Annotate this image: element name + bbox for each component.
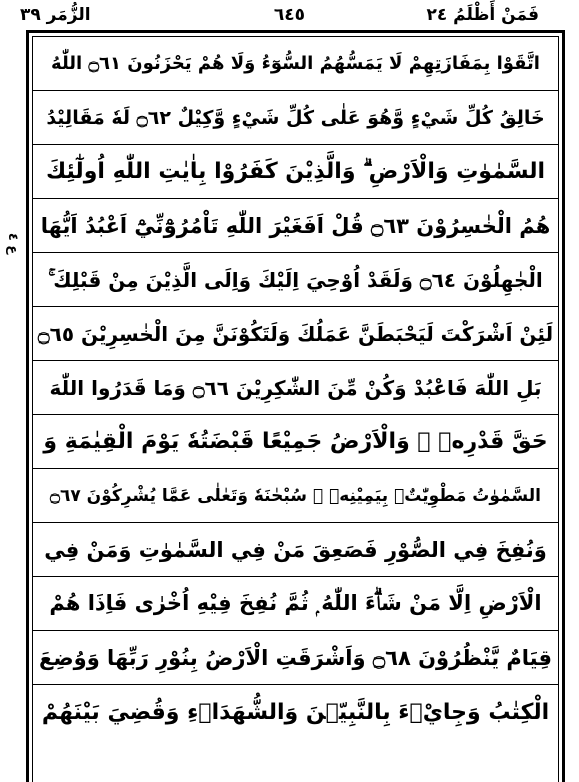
verse-line [33,523,558,577]
verse-line [33,91,558,145]
verse-line [33,685,558,739]
verse-line [33,145,558,199]
verse-line-text: الْاَرْضِ اِلَّا مَنْ شَاۗءَ اللّٰهُ ۭ ثُمَّ نُفِخَ فِيْهِ اُخْرٰى فَاِذَا هُمْ [49,591,542,615]
verse-line [33,307,558,361]
page-header [0,0,579,32]
verse-line-text: لَئِنْ اَشْرَكْتَ لَيَحْبَطَنَّ عَمَلُكَ وَلَتَكُوْنَنَّ مِنَ الْخٰسِرِيْنَ ۝٦٥ [37,321,554,346]
verse-line [33,415,558,469]
verse-line [33,361,558,415]
verse-line [33,199,558,253]
verse-line [33,37,558,91]
verse-line-text: وَنُفِخَ فِي الصُّوْرِ فَصَعِقَ مَنْ فِي السَّمٰوٰتِ وَمَنْ فِي [44,537,547,562]
verse-line [33,631,558,685]
ruku-marker-text: ع ٤ [5,232,21,254]
verse-line [33,253,558,307]
verse-line-text: السَّمٰوٰتِ وَالْاَرْضِ ۗ وَالَّذِيْنَ كَفَرُوْا بِاٰيٰتِ اللّٰهِ اُولٰٓئِكَ [45,159,546,184]
verse-line-text: حَقَّ قَدْرِهٖ ۖ وَالْاَرْضُ جَمِيْعًا قَبْضَتُهٗ يَوْمَ الْقِيٰمَةِ وَ [43,429,548,454]
page-number: ٦٤٥ [273,5,306,25]
verse-line-text: السَّمٰوٰتُ مَطْوِيّٰتٌۢ بِيَمِيْنِهٖ ۭ سُبْحٰنَهٗ وَتَعٰلٰى عَمَّا يُشْرِكُوْنَ ۝٦٧ [50,486,541,506]
verse-line-text: الْكِتٰبُ وَجِايْۗءَ بِالنَّبِيّٖنَ وَالشُّهَدَاۗءِ وَقُضِيَ بَيْنَهُمْ [41,699,550,725]
verse-line-text: هُمُ الْخٰسِرُوْنَ ۝٦٣ قُلْ اَفَغَيْرَ اللّٰهِ تَاْمُرُوْٓنِّيْٓ اَعْبُدُ اَيُّهَا [40,213,551,238]
ruku-marker [2,198,24,288]
verse-line-text: اتَّقَوْا بِمَفَازَتِهِمْ لَا يَمَسُّهُمُ السُّوٓءُ وَلَا هُمْ يَحْزَنُونَ ۝٦١ اللّٰهُ [51,53,540,74]
verse-line-text: قِيَامٌ يَّنْظُرُوْنَ ۝٦٨ وَاَشْرَقَتِ الْاَرْضُ بِنُوْرِ رَبِّهَا وَوُضِعَ [39,645,552,670]
text-frame [26,30,565,782]
surah-name: الزُّمَر ٣٩ [20,5,91,25]
verse-line [33,469,558,523]
verse-line-text: بَلِ اللّٰهَ فَاعْبُدْ وَكُنْ مِّنَ الشّٰكِرِيْنَ ۝٦٦ وَمَا قَدَرُوا اللّٰهَ [49,375,542,400]
verse-line [33,577,558,631]
juz-name: فَمَنْ أَظْلَمُ ٢٤ [426,5,539,25]
text-frame-inner [32,36,559,782]
verse-line-text: خَالِقُ كُلِّ شَيْءٍ وَّهُوَ عَلٰى كُلِّ شَيْءٍ وَّكِيْلٌ ۝٦٢ لَهٗ مَقَالِيْدُ [46,106,545,129]
verse-line-text: الْجٰهِلُوْنَ ۝٦٤ وَلَقَدْ اُوْحِيَ اِلَيْكَ وَاِلَى الَّذِيْنَ مِنْ قَبْلِكَ ۚ [48,267,543,292]
